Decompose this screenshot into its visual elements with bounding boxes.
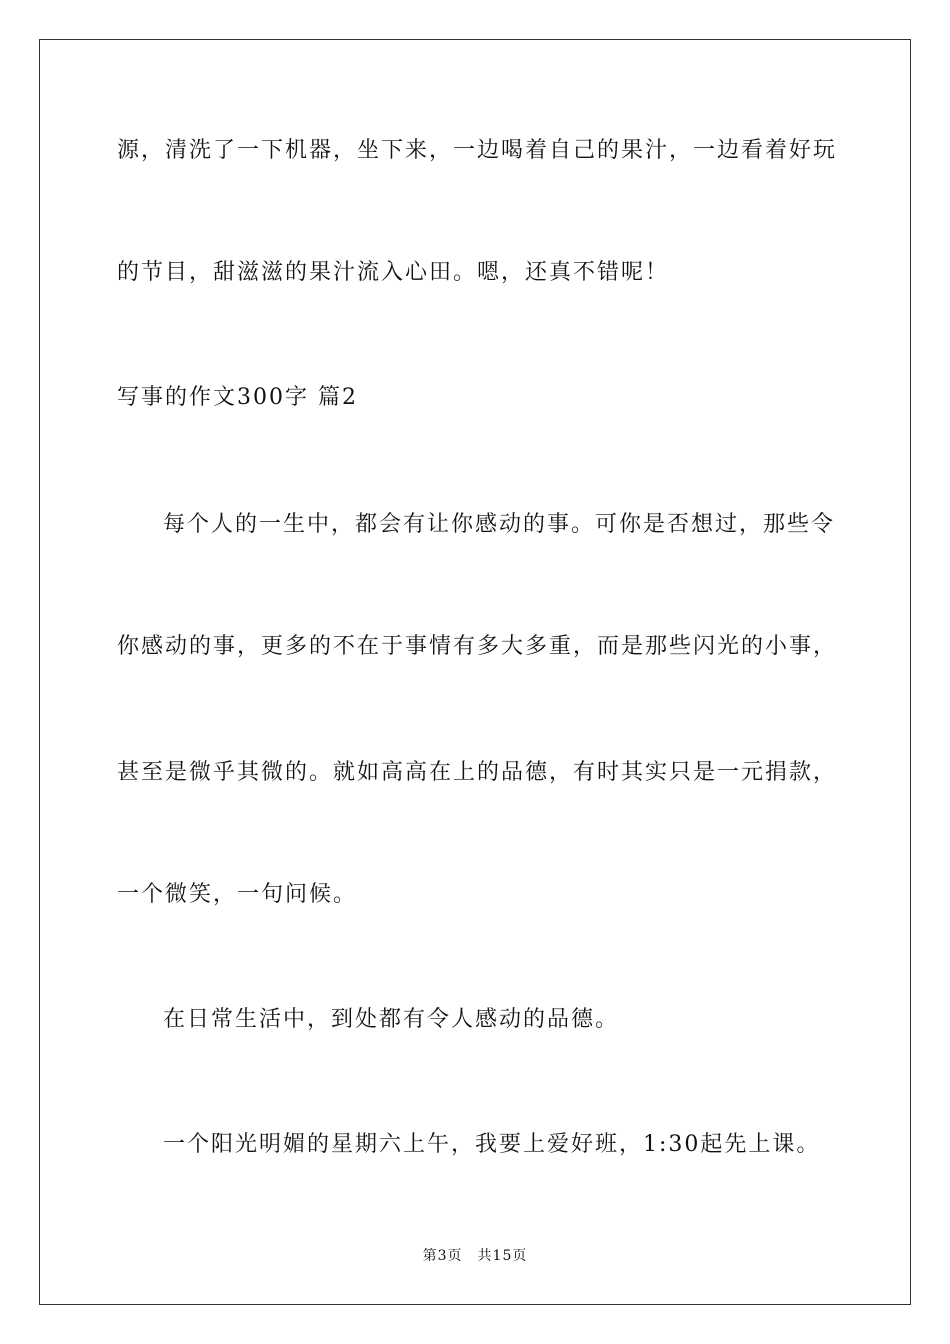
- paragraph-1-line-1: 每个人的一生中，都会有让你感动的事。可你是否想过，那些令: [163, 512, 836, 537]
- paragraph-1-line-2: 你感动的事，更多的不在于事情有多大多重，而是那些闪光的小事，: [117, 634, 838, 659]
- page-footer: 第3页 共15页: [422, 1248, 528, 1264]
- text-line-1: 源，清洗了一下机器，坐下来，一边喝着自己的果汁，一边看着好玩: [117, 138, 838, 163]
- section-heading: 写事的作文300字 篇2: [117, 385, 358, 410]
- paragraph-1-line-3: 甚至是微乎其微的。就如高高在上的品德，有时其实只是一元捐款，: [117, 760, 838, 785]
- page-border: [39, 39, 911, 1305]
- paragraph-2-line-1: 在日常生活中，到处都有令人感动的品德。: [163, 1007, 620, 1032]
- paragraph-1-line-4: 一个微笑，一句问候。: [117, 882, 358, 907]
- text-line-2: 的节目，甜滋滋的果汁流入心田。嗯，还真不错呢！: [117, 260, 670, 285]
- paragraph-3-line-1: 一个阳光明媚的星期六上午，我要上爱好班，1:30起先上课。: [163, 1132, 821, 1157]
